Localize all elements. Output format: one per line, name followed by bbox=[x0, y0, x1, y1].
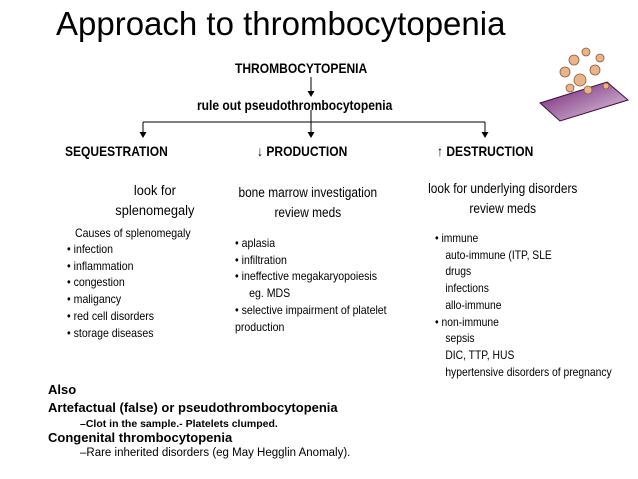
list-item: • red cell disorders bbox=[67, 308, 155, 323]
list-item: • selective impairment of platelet bbox=[235, 302, 387, 317]
list-item: • immune bbox=[435, 231, 479, 245]
list-item: • congestion bbox=[67, 275, 125, 290]
up-arrow-icon: ↑ bbox=[437, 143, 444, 159]
destruction-header: ↑ DESTRUCTION bbox=[437, 143, 534, 159]
list-item: auto-immune (ITP, SLE bbox=[445, 247, 552, 262]
page-title: Approach to thrombocytopenia bbox=[56, 5, 506, 42]
list-item: hypertensive disorders of pregnancy bbox=[445, 364, 612, 379]
list-item: • inflammation bbox=[67, 258, 134, 273]
list-item: production bbox=[235, 319, 285, 334]
list-item: drugs bbox=[445, 264, 472, 279]
production-header: ↓ PRODUCTION bbox=[257, 143, 348, 159]
list-item: • infiltration bbox=[235, 252, 287, 267]
down-arrow-icon: ↓ bbox=[257, 143, 264, 159]
sequestration-lookfor: look for splenomegaly bbox=[115, 183, 195, 218]
list-item: • infection bbox=[67, 242, 113, 256]
rule-out-node: rule out pseudothrombocytopenia bbox=[197, 97, 393, 113]
sequestration-header: SEQUESTRATION bbox=[65, 143, 168, 159]
causes-title: Causes of splenomegaly bbox=[75, 226, 191, 240]
artefactual-note: –Clot in the sample.- Platelets clumped. bbox=[80, 418, 278, 430]
list-item: • ineffective megakaryopoiesis bbox=[235, 269, 378, 284]
list-item: • storage diseases bbox=[67, 325, 154, 340]
list-item: DIC, TTP, HUS bbox=[445, 347, 515, 362]
sequestration-list bbox=[67, 241, 154, 341]
list-item: infections bbox=[445, 281, 489, 296]
destruction-lookfor: look for underlying disorders review meds bbox=[428, 181, 578, 216]
congenital-note: –Rare inherited disorders (eg May Hegglin Anomaly). bbox=[80, 447, 351, 459]
list-item: • non-immune bbox=[435, 314, 499, 329]
list-item: sepsis bbox=[445, 331, 475, 346]
artefactual-line: Artefactual (false) or pseudothrombocytopenia bbox=[48, 400, 338, 415]
also-heading: Also bbox=[48, 382, 77, 397]
production-list bbox=[235, 235, 387, 335]
list-item: • maligancy bbox=[67, 292, 122, 307]
thrombocytopenia-node: THROMBOCYTOPENIA bbox=[235, 60, 368, 76]
destruction-list bbox=[435, 230, 612, 380]
production-lookfor: bone marrow investigation review meds bbox=[238, 185, 378, 220]
congenital-line: Congenital thrombocytopenia bbox=[48, 430, 233, 445]
list-item: allo-immune bbox=[445, 297, 502, 312]
list-item: eg. MDS bbox=[249, 286, 291, 301]
list-item: • aplasia bbox=[235, 236, 276, 250]
